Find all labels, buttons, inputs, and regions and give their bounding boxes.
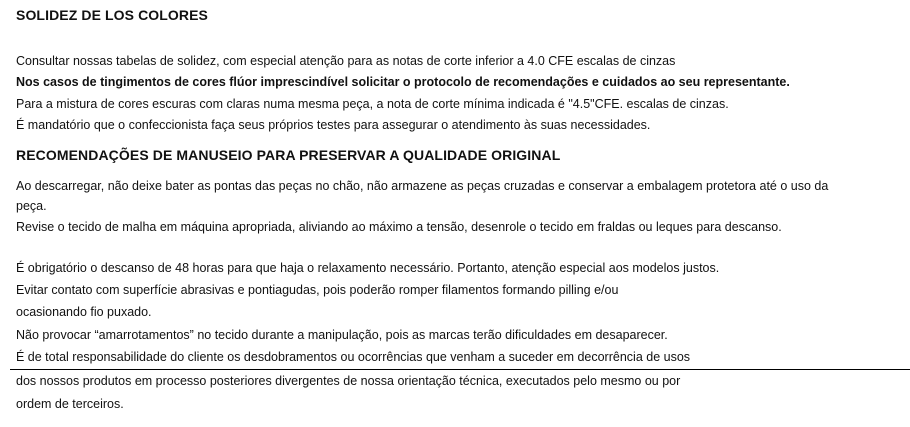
paragraph-line: É mandatório que o confeccionista faça seus próprios testes para assegurar o atendimento às suas necessidades. xyxy=(16,118,651,132)
paragraph-line: Ao descarregar, não deixe bater as pontas das peças no chão, não armazene as peças cruzadas e conservar a embalagem protetora até o uso da xyxy=(16,179,829,193)
paragraph-line: Não provocar “amarrotamentos” no tecido durante a manipulação, pois as marcas terão dificuldades em desaparecer. xyxy=(16,328,668,342)
section-title-handling-recommendations: RECOMENDAÇÕES DE MANUSEIO PARA PRESERVAR A QUALIDADE ORIGINAL xyxy=(16,147,561,163)
paragraph-line: ordem de terceiros. xyxy=(16,397,124,411)
paragraph-line: peça. xyxy=(16,199,47,213)
paragraph-line: Consultar nossas tabelas de solidez, com especial atenção para as notas de corte inferior a 4.0 CFE escalas de cinzas xyxy=(16,54,676,68)
section-title-color-fastness: SOLIDEZ DE LOS COLORES xyxy=(16,7,208,23)
paragraph-line-bold: Nos casos de tingimentos de cores flúor imprescindível solicitar o protocolo de recomendações e cuidados ao seu representante. xyxy=(16,75,790,89)
horizontal-rule xyxy=(10,369,910,370)
paragraph-line: Revise o tecido de malha em máquina apropriada, aliviando ao máximo a tensão, desenrole o tecido em fraldas ou leques para descanso. xyxy=(16,220,782,234)
paragraph-line: É de total responsabilidade do cliente os desdobramentos ou ocorrências que venham a suceder em decorrência de usos xyxy=(16,350,691,364)
paragraph-line: É obrigatório o descanso de 48 horas para que haja o relaxamento necessário. Portanto, atenção especial aos modelos justos. xyxy=(16,261,720,275)
paragraph-line: Evitar contato com superfície abrasivas e pontiagudas, pois poderão romper filamentos formando pilling e/ou xyxy=(16,283,619,297)
paragraph-line: ocasionando fio puxado. xyxy=(16,305,152,319)
paragraph-line: Para a mistura de cores escuras com claras numa mesma peça, a nota de corte mínima indicada é "4.5"CFE. escalas de cinzas. xyxy=(16,97,729,111)
paragraph-line: dos nossos produtos em processo posteriores divergentes de nossa orientação técnica, executados pelo mesmo ou por xyxy=(16,374,681,388)
